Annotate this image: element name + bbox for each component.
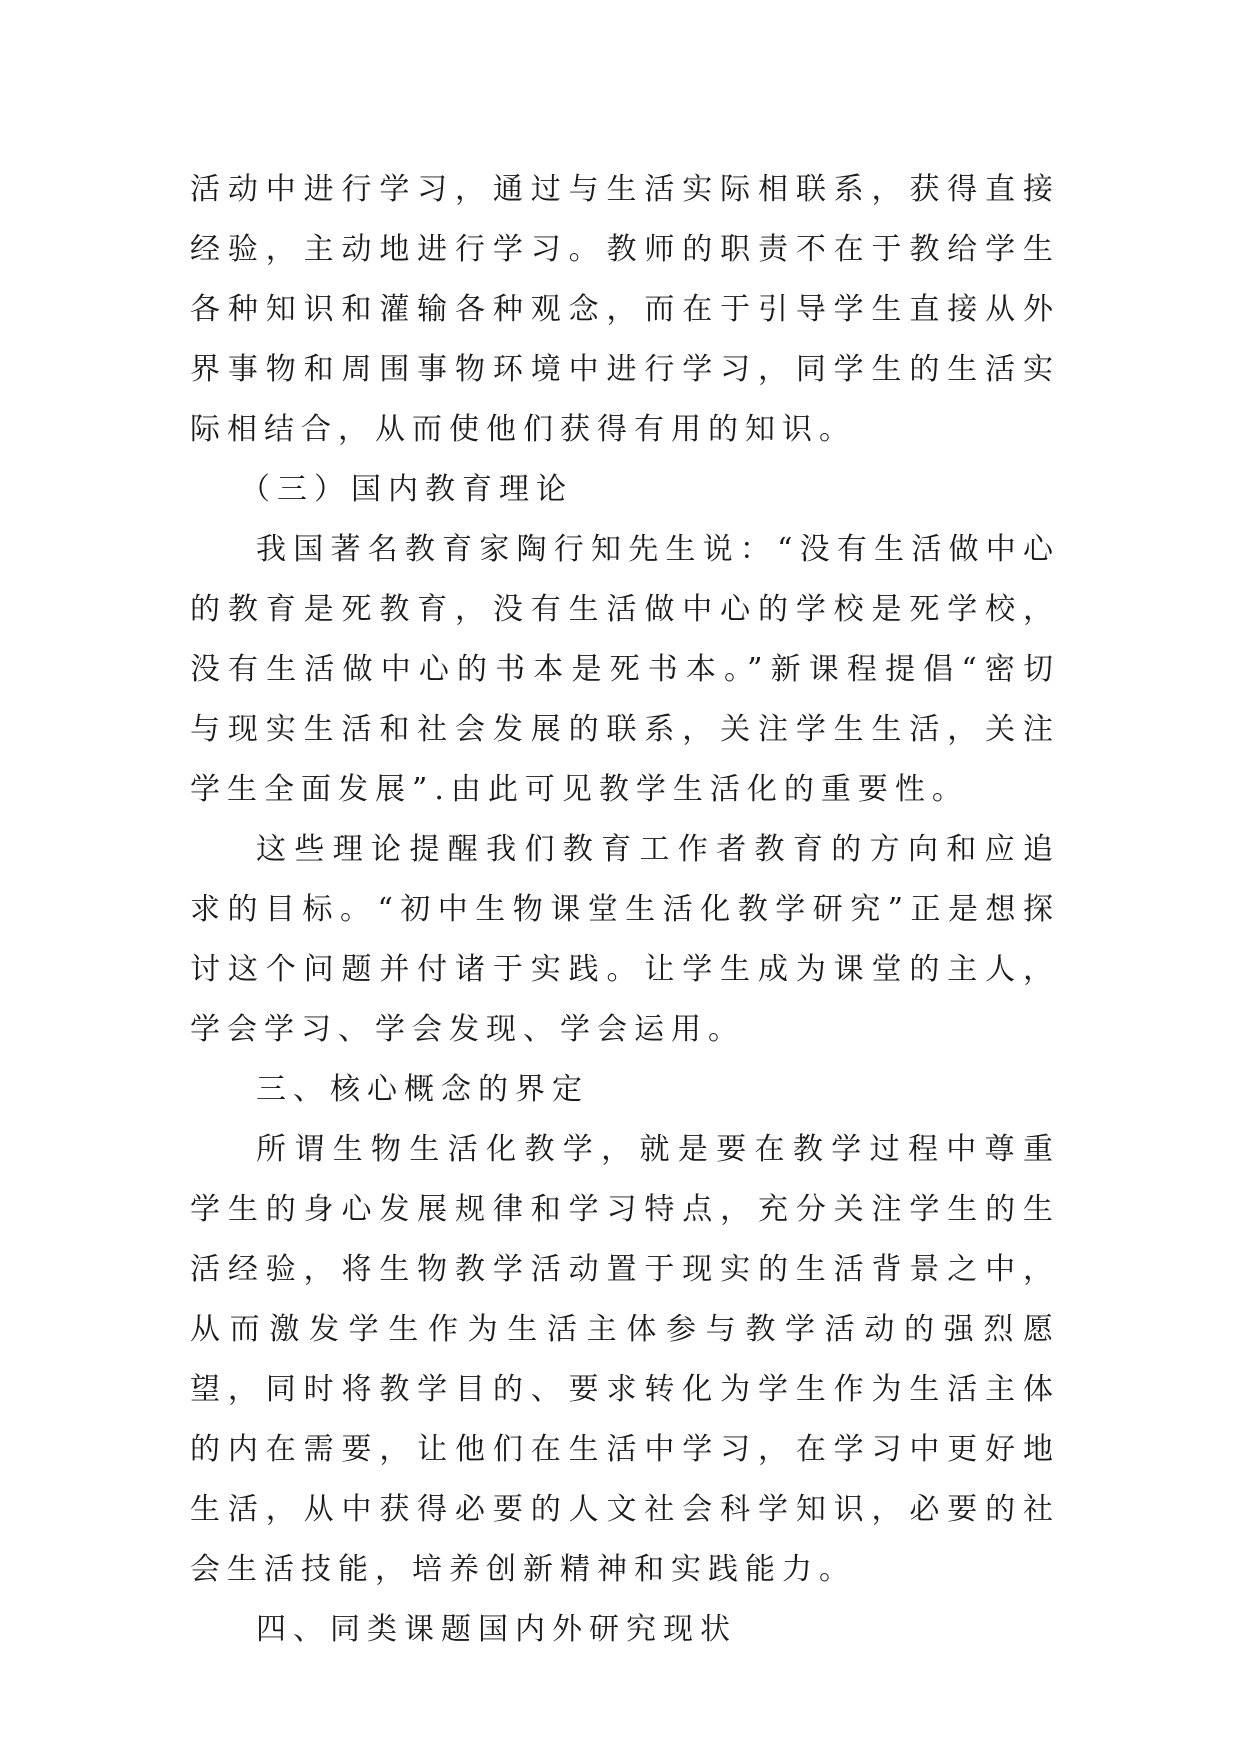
document-body bbox=[190, 160, 1060, 1660]
continuation-paragraph: 活动中进行学习，通过与生活实际相联系，获得直接经验，主动地进行学习。教师的职责不在于教给学生各种知识和灌输各种观念，而在于引导学生直接从外界事物和周围事物环境中进行学习，同学生的生活实际相结合，从而使他们获得有用的知识。 bbox=[190, 172, 1060, 447]
section-heading-core-concepts: 三、核心概念的界定 bbox=[256, 1072, 589, 1107]
section-heading-research-status: 四、同类课题国内外研究现状 bbox=[256, 1612, 737, 1647]
paragraph-tao-xingzhi-quote: 我国著名教育家陶行知先生说：“没有生活做中心的教育是死教育，没有生活做中心的学校是死学校，没有生活做中心的书本是死书本。”新课程提倡“密切与现实生活和社会发展的联系，关注学生生活，关注学生全面发展”.由此可见教学生活化的重要性。 bbox=[190, 532, 1060, 807]
paragraph-theory-reminder: 这些理论提醒我们教育工作者教育的方向和应追求的目标。“初中生物课堂生活化教学研究”正是想探讨这个问题并付诸于实践。让学生成为课堂的主人，学会学习、学会发现、学会运用。 bbox=[190, 832, 1060, 1047]
paragraph-definition: 所谓生物生活化教学，就是要在教学过程中尊重学生的身心发展规律和学习特点，充分关注学生的生活经验，将生物教学活动置于现实的生活背景之中，从而激发学生作为生活主体参与教学活动的强烈愿望，同时将教学目的、要求转化为学生作为生活主体的内在需要，让他们在生活中学习，在学习中更好地生活，从中获得必要的人文社会科学知识，必要的社会生活技能，培养创新精神和实践能力。 bbox=[190, 1132, 1060, 1587]
section-heading-domestic-theory: （三）国内教育理论 bbox=[240, 472, 573, 507]
